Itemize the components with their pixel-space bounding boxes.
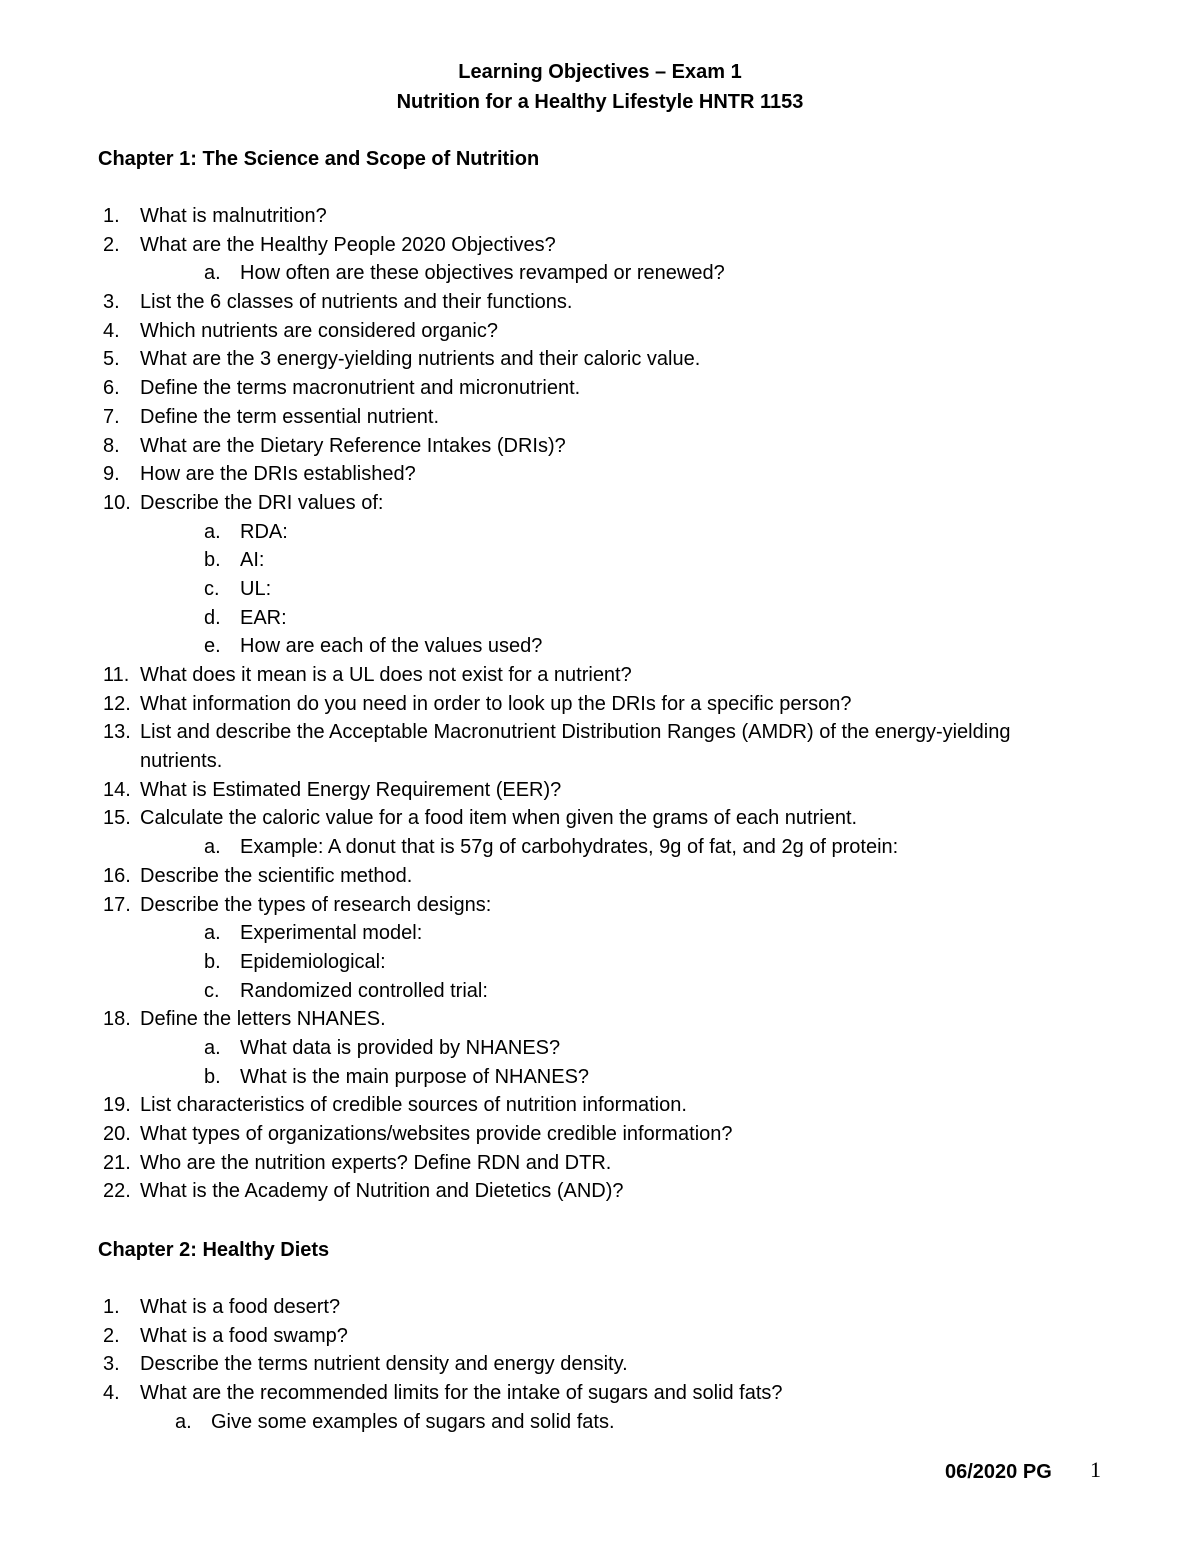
list-item: 10. Describe the DRI values of: <box>103 491 384 514</box>
list-subitem: a. Example: A donut that is 57g of carbohydrates, 9g of fat, and 2g of protein: <box>204 836 899 859</box>
document-title: Learning Objectives – Exam 1 <box>458 61 742 83</box>
list-item: 3. Describe the terms nutrient density and energy density. <box>103 1353 628 1376</box>
list-item: 8. What are the Dietary Reference Intakes (DRIs)? <box>103 434 566 457</box>
list-item: 22. What is the Academy of Nutrition and Dietetics (AND)? <box>103 1180 624 1203</box>
list-item: 17. Describe the types of research designs: <box>103 893 492 916</box>
document-subtitle: Nutrition for a Healthy Lifestyle HNTR 1153 <box>396 91 804 113</box>
chapter-2-objectives-list <box>0 1293 1200 1436</box>
list-item: 2. What are the Healthy People 2020 Objectives? <box>103 233 556 256</box>
page-number: 1 <box>1090 1457 1101 1482</box>
list-item: 6. Define the terms macronutrient and micronutrient. <box>103 377 581 400</box>
list-item: 7. Define the term essential nutrient. <box>103 405 440 428</box>
list-subitem: c. UL: <box>204 577 272 600</box>
footer-date: 06/2020 PG <box>945 1461 1052 1483</box>
list-item: 9. How are the DRIs established? <box>103 463 416 486</box>
list-item: 12. What information do you need in order to look up the DRIs for a specific person? <box>103 692 852 715</box>
list-item: 4. What are the recommended limits for the intake of sugars and solid fats? <box>103 1382 783 1405</box>
chapter-1-objectives-list <box>0 202 1200 1206</box>
list-subitem: d. EAR: <box>204 606 287 629</box>
list-item: 4. Which nutrients are considered organic? <box>103 319 498 342</box>
list-subitem: a. Experimental model: <box>204 922 423 945</box>
list-item: 19. List characteristics of credible sources of nutrition information. <box>103 1094 687 1117</box>
list-item: 1. What is a food desert? <box>103 1296 341 1318</box>
list-subitem: a. What data is provided by NHANES? <box>204 1036 561 1059</box>
list-subitem: a. RDA: <box>204 520 288 543</box>
list-item: 11. What does it mean is a UL does not exist for a nutrient? <box>103 664 632 686</box>
list-subitem: b. What is the main purpose of NHANES? <box>204 1065 590 1088</box>
list-subitem: c. Randomized controlled trial: <box>204 979 488 1002</box>
chapter-2-heading: Chapter 2: Healthy Diets <box>98 1239 330 1261</box>
list-item: 2. What is a food swamp? <box>103 1324 348 1347</box>
list-item: 21. Who are the nutrition experts? Define RDN and DTR. <box>103 1151 612 1174</box>
list-item: 20. What types of organizations/websites provide credible information? <box>103 1123 733 1146</box>
list-subitem: b. AI: <box>204 549 265 572</box>
list-subitem: a. Give some examples of sugars and solid fats. <box>175 1410 615 1433</box>
list-item: 14. What is Estimated Energy Requirement (EER)? <box>103 778 562 801</box>
list-item: 13. List and describe the Acceptable Macronutrient Distribution Ranges (AMDR) of the energy-yielding nutrients. <box>103 721 1011 773</box>
chapter-1-heading: Chapter 1: The Science and Scope of Nutrition <box>98 148 540 170</box>
list-subitem: e. How are each of the values used? <box>204 635 543 658</box>
list-item: 18. Define the letters NHANES. <box>103 1008 386 1031</box>
list-subitem: a. How often are these objectives revamped or renewed? <box>204 262 725 285</box>
list-item: 1. What is malnutrition? <box>103 205 327 227</box>
list-subitem: b. Epidemiological: <box>204 950 386 973</box>
list-item: 3. List the 6 classes of nutrients and their functions. <box>103 291 573 314</box>
list-item: 5. What are the 3 energy-yielding nutrients and their caloric value. <box>103 348 701 371</box>
list-item: 15. Calculate the caloric value for a food item when given the grams of each nutrient. <box>103 807 858 830</box>
list-item: 16. Describe the scientific method. <box>103 864 413 887</box>
